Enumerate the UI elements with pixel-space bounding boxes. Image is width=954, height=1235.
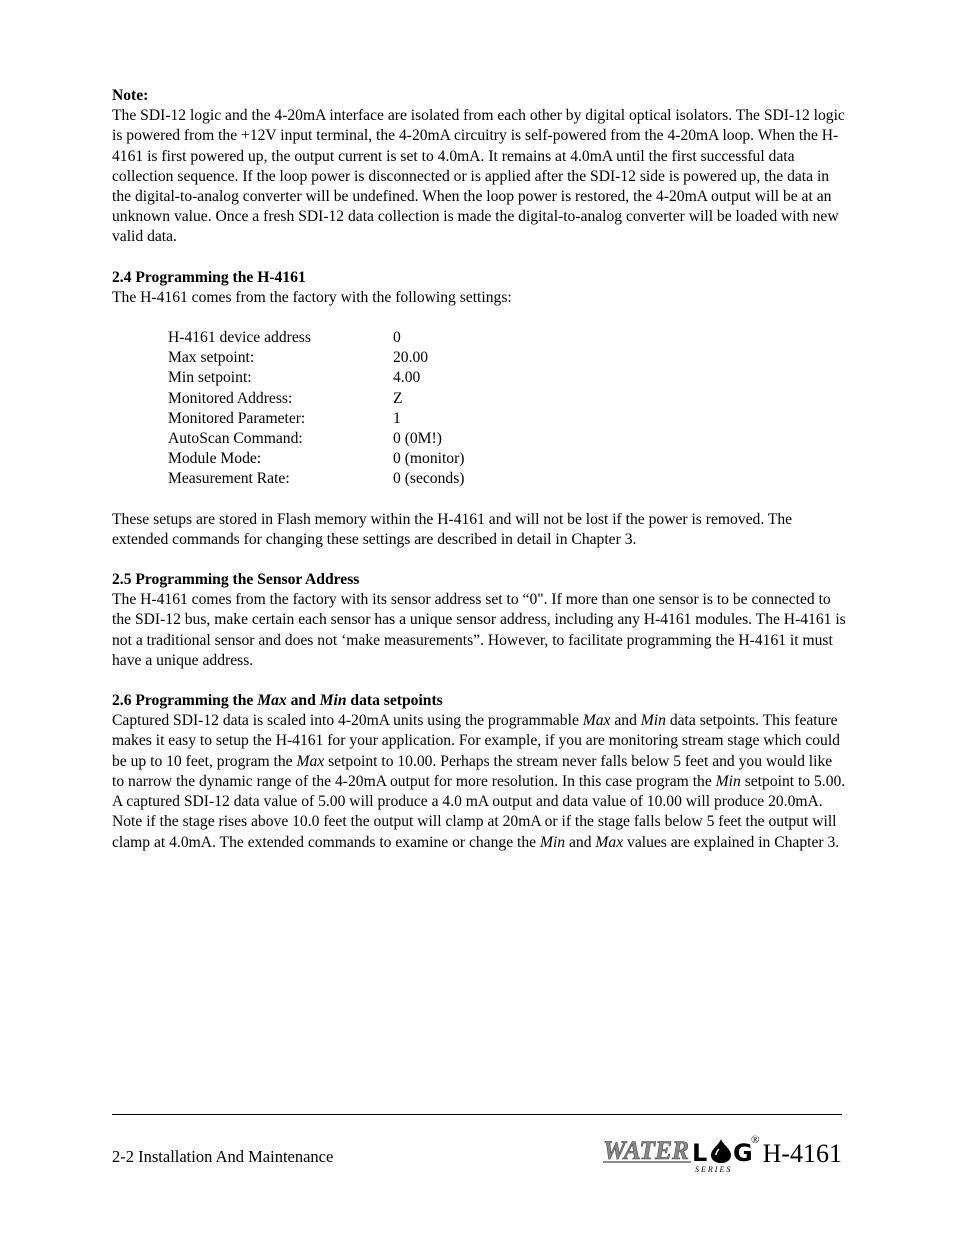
- body-text: setpoint to 10.00. Perhaps the stream never falls below 5 feet and you would like to narrow the dynamic range of the 4-20mA output for more resolution. In this case program the: [112, 752, 833, 790]
- max-term: Max: [582, 712, 611, 730]
- setting-row: [168, 449, 847, 469]
- setting-label: Measurement Rate:: [168, 470, 290, 488]
- note-body: The SDI-12 logic and the 4-20mA interface are isolated from each other by digital optical isolators. The SDI-12 logic is powered from the +12V input terminal, the 4-20mA circuitry is self-powered from the 4-20mA loop. When the H-4161 is first powered up, the output current is set to 4.0mA. It remains at 4.0mA until the first successful data collection sequence. If the loop power is disconnected or is applied after the SDI-12 side is powered up, the data in the digital-to-analog converter will be undefined. When the loop power is restored, the 4-20mA output will be at an unknown value. Once a fresh SDI-12 data collection is made the digital-to-analog converter will be loaded with new valid data.: [112, 107, 845, 246]
- body-text: and: [610, 712, 641, 730]
- section-2-6-body: [112, 711, 847, 852]
- logo-g-letter: G: [732, 1139, 753, 1167]
- heading-max-term: Max: [257, 692, 287, 710]
- logo-water-text: WATER: [602, 1136, 689, 1165]
- heading-text: data setpoints: [346, 692, 443, 710]
- setting-value: 1: [393, 409, 401, 427]
- min-term: Min: [539, 833, 566, 851]
- setting-row: [168, 368, 847, 388]
- max-term: Max: [595, 833, 624, 851]
- max-term: Max: [296, 752, 325, 770]
- heading-text: 2.6 Programming the: [112, 692, 258, 710]
- section-2-6-heading: [112, 691, 847, 711]
- setting-row: [168, 469, 847, 489]
- model-number: H-4161: [762, 1139, 842, 1168]
- factory-settings-list: [168, 328, 847, 490]
- section-2-4-heading: 2.4 Programming the H-4161: [112, 268, 306, 286]
- footer-section-label: 2-2 Installation And Maintenance: [112, 1147, 334, 1166]
- setting-label: Min setpoint:: [168, 369, 252, 387]
- setting-value: 0 (0M!): [393, 430, 442, 448]
- body-text: data setpoints. This feature makes it easy to setup the H-4161 for your application. For example, if you are monitoring stream stage which could be up to 10 feet, program the: [112, 712, 840, 770]
- body-text: values are explained in Chapter 3.: [623, 833, 840, 851]
- setting-value: 4.00: [393, 369, 421, 387]
- setting-label: Monitored Address:: [168, 389, 293, 407]
- section-2-4-intro: The H-4161 comes from the factory with the following settings:: [112, 288, 512, 306]
- setting-label: Monitored Parameter:: [168, 409, 306, 427]
- setting-row: [168, 429, 847, 449]
- setting-label: Module Mode:: [168, 450, 262, 468]
- section-2-5-heading: 2.5 Programming the Sensor Address: [112, 571, 360, 589]
- setting-value: Z: [393, 389, 403, 407]
- heading-min-term: Min: [319, 692, 347, 710]
- setting-value: 20.00: [393, 349, 429, 367]
- min-term: Min: [640, 712, 666, 730]
- page-body: [112, 86, 847, 853]
- waterlog-logo: [603, 1131, 761, 1173]
- setting-label: H-4161 device address: [168, 329, 311, 347]
- water-drop-icon: [711, 1139, 731, 1163]
- note-heading: Note:: [112, 87, 149, 104]
- setting-label: AutoScan Command:: [168, 430, 303, 448]
- body-text: and: [565, 833, 596, 851]
- body-text: setpoint to 5.00. A captured SDI-12 data value of 5.00 will produce a 4.0 mA output and data value of 10.00 will produce 20.0mA. Note if the stage rises above 10.0 feet the output will clamp at 20mA or if the stage falls below 5 feet the output will clamp at 4.0mA. The extended commands to examine or change the: [112, 772, 846, 851]
- setting-row: [168, 348, 847, 368]
- setting-row: [168, 328, 847, 348]
- footer-divider: [112, 1114, 842, 1115]
- setting-row: [168, 409, 847, 429]
- section-2-5-body: The H-4161 comes from the factory with its sensor address set to “0". If more than one sensor is to be connected to the SDI-12 bus, make certain each sensor has a unique sensor address, including any H-4161 modules. The H-4161 is not a traditional sensor and does not ‘make measurements”. However, to facilitate programming the H-4161 it must have a unique address.: [112, 591, 846, 669]
- footer-brand: [603, 1128, 842, 1173]
- section-2-4-outro: These setups are stored in Flash memory within the H-4161 and will not be lost if the power is removed. The extended commands for changing these settings are described in detail in Chapter 3.: [112, 510, 793, 548]
- setting-label: Max setpoint:: [168, 349, 255, 367]
- heading-text: and: [286, 692, 320, 710]
- min-term: Min: [715, 772, 741, 790]
- setting-value: 0: [393, 329, 401, 347]
- setting-value: 0 (monitor): [393, 450, 465, 468]
- registered-mark: ®: [750, 1134, 759, 1146]
- waterlog-logo-graphic: [603, 1131, 761, 1173]
- setting-value: 0 (seconds): [393, 470, 465, 488]
- logo-l-letter: L: [691, 1139, 707, 1167]
- setting-row: [168, 389, 847, 409]
- body-text: Captured SDI-12 data is scaled into 4-20mA units using the programmable: [112, 712, 583, 730]
- logo-series-text: S E R I E S: [694, 1165, 730, 1173]
